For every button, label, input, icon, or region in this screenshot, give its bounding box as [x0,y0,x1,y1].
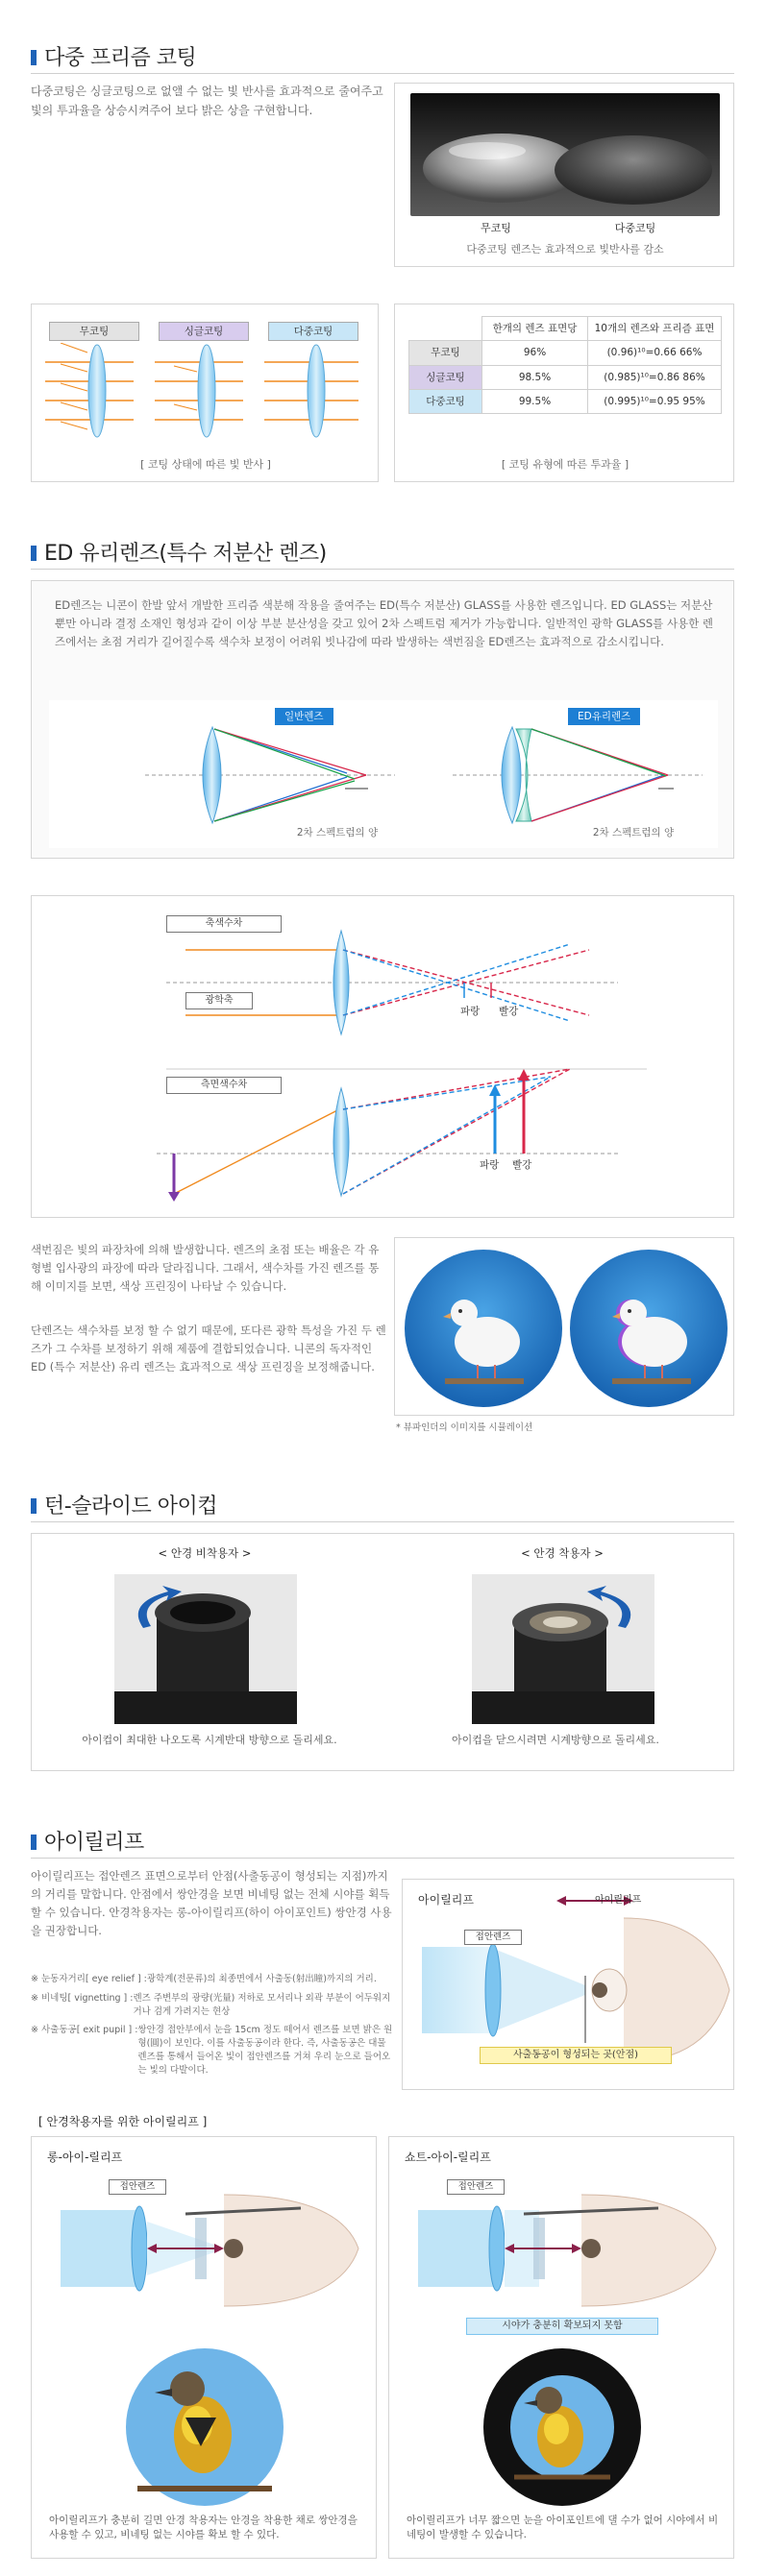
row-single-value: 96% [482,341,588,365]
eyecup-extended-photo [114,1574,297,1724]
short-eye-relief-box [388,2136,734,2559]
section-marker [31,1498,37,1514]
note-key: ※ 비네팅[ vignetting ] : [31,1992,134,2004]
eye-relief-description: 아이릴리프는 접안렌즈 표면으로부터 안점(사출동공이 형성되는 지점)까지의 거리를 말합니다. 안점에서 쌍안경을 보면 비네팅 없는 전체 시야를 획득할 수 있습니다. 안경착용자는 롱-아이릴리프(하이 아이포인트) 쌍안경 사용을 권장합니다. [31,1869,392,1937]
lens-label-uncoated: 무코팅 [481,222,511,234]
table-header-multi: 10개의 렌즈와 프리즘 표면 [588,317,722,341]
row-single-value: 98.5% [482,365,588,389]
note-key: ※ 사출동공[ exit pupil ] : [31,2025,138,2036]
ed-glass-box [31,580,734,859]
dove-fringed-image [570,1250,728,1407]
exit-pupil-label: 사출동공이 형성되는 곳(안점) [480,2047,672,2064]
eye-relief-subtitle: [ 안경착용자를 위한 아이릴리프 ] [38,2115,208,2128]
table-row [409,389,722,413]
section-divider [31,1521,734,1522]
non-glasses-label: < 안경 비착용자 > [158,1546,252,1560]
chromatic-aberration-box [31,895,734,1218]
transmittance-caption: [ 코팅 유형에 따른 투과율 ] [501,458,629,471]
section-divider [31,73,734,74]
section-marker [31,50,37,65]
dove-simulation-box [394,1237,734,1416]
simulation-note: * 뷰파인더의 이미지를 시뮬레이션 [396,1422,533,1433]
multi-coated-rays [264,345,358,437]
long-eye-relief-box [31,2136,377,2559]
non-glasses-caption: 아이컵이 최대한 나오도록 시계반대 방향으로 돌리세요. [82,1734,337,1746]
transmittance-table-wrap [408,316,722,414]
eyecup-retracted-photo [472,1574,654,1724]
lens-comparison-box [394,83,734,267]
spectrum-label-normal: 2차 스펙트럼의 양 [296,827,379,838]
row-name: 무코팅 [409,341,482,365]
note-value: 광학계(전문류)의 최종면에서 사출동(射出瞳)까지의 거리. [146,1974,377,1984]
single-coated-rays [155,345,243,437]
not-secured-label: 시야가 충분히 확보되지 못함 [466,2318,658,2335]
long-eye-relief-diagram [32,2137,378,2560]
section-divider [31,1858,734,1859]
section-title-ed-glass: ED 유리렌즈(특수 저분산 렌즈) [44,542,327,566]
tag-uncoated: 무코팅 [49,322,139,341]
section-marker [31,546,37,561]
multicoating-description: 다중코팅은 싱글코팅으로 없앨 수 없는 빛 반사를 효과적으로 줄여주고 빛의 투과율을 상승시켜주어 보다 밝은 상을 구현합니다. [31,85,383,117]
row-name: 싱글코팅 [409,365,482,389]
axial-aberration-label: 축색수차 [166,915,282,933]
row-multi-value: (0.96)¹⁰=0.66 66% [588,341,722,365]
eye-relief-arrow-label: 아이릴리프 [595,1895,642,1906]
eye-relief-diagram-box [402,1879,734,2090]
note-value: 쌍안경 접안부에서 눈을 15cm 정도 떼어서 렌즈를 보면 밝은 원형(圓)이 보인다. 이를 사출동공이라 한다. 즉, 사출동공은 대물 렌즈를 통해서 들어온 빛이 접안렌즈를 거쳐 우리 눈으로 들어오는 빛의 다발이다. [137,2025,393,2076]
long-eye-relief-title: 롱-아이-릴리프 [47,2151,123,2164]
lens-caption: 다중코팅 렌즈는 효과적으로 빛반사를 감소 [466,243,664,255]
glasses-caption: 아이컵을 닫으시려면 시계방향으로 돌리세요. [452,1734,659,1746]
color-fringe-text: 색번짐은 빛의 파장차에 의해 발생합니다. 렌즈의 초점 또는 배율은 각 유형별 입사광의 파장에 따라 달라집니다. 그래서, 색수차를 가진 렌즈를 통해 이미지를 보면, 색상 프린징이 나타날 수 있습니다. [31,1243,380,1293]
long-eyepiece-label: 접안렌즈 [109,2179,166,2195]
lens-photo-svg [410,93,720,216]
color-fringe-text-2: 단렌즈는 색수차를 보정 할 수 없기 때문에, 또다른 광학 특성을 가진 두 렌즈가 그 수차를 보정하기 위해 제품에 결합되었습니다. 니콘의 독자적인 ED (특수 저분산) 유리 렌즈는 효과적으로 색상 프린징을 보정해줍니다. [31,1324,386,1373]
chromatic-aberration-diagram [32,896,735,1219]
multicoated-lens-icon [555,135,712,205]
dove-normal-image [405,1250,562,1407]
section-title-eyecup: 턴-슬라이드 아이컵 [44,1495,217,1519]
coating-diagram [41,343,370,449]
eye-relief-notes [31,1973,396,2077]
lens-label-multicoated: 다중코팅 [614,222,656,234]
glasses-label: < 안경 착용자 > [521,1546,604,1560]
dove-simulation-images [395,1238,735,1417]
tag-multi-coated: 다중코팅 [268,322,358,341]
normal-lens-tag: 일반렌즈 [275,708,333,725]
row-name: 다중코팅 [409,389,482,413]
table-row [409,365,722,389]
lateral-red-label: 빨강 [512,1159,532,1171]
eyepiece-label: 접안렌즈 [464,1930,522,1945]
note-eye-relief [31,1973,396,1986]
short-eye-relief-title: 쇼트-아이-릴리프 [405,2151,491,2164]
long-eye-relief-caption: 아이릴리프가 충분히 길면 안경 착용자는 안경을 착용한 채로 쌍안경을 사용할 수 있고, 비네팅 없는 시야를 확보 할 수 있다. [49,2515,358,2541]
section-divider [31,569,734,570]
note-exit-pupil [31,2024,396,2077]
uncoated-rays [45,343,134,437]
table-row [409,341,722,365]
lateral-aberration-label: 측면색수차 [166,1077,282,1094]
tag-single-coated: 싱글코팅 [159,322,249,341]
ed-lens-diagram [49,719,718,825]
short-eye-relief-caption: 아이릴리프가 너무 짧으면 눈을 아이포인트에 댈 수가 없어 시야에서 비네팅이 발생할 수 있습니다. [407,2515,719,2541]
axial-red-label: 빨강 [499,1006,519,1017]
lens-photo [410,93,720,216]
transmittance-table [408,316,722,414]
short-eye-relief-diagram [389,2137,735,2560]
coating-reflection-caption: [ 코팅 상태에 따른 빛 반사 ] [140,458,271,471]
note-vignetting [31,1992,396,2019]
lateral-blue-label: 파랑 [480,1159,500,1171]
section-title-multicoating: 다중 프리즘 코팅 [44,46,197,70]
transmittance-box [394,304,734,482]
optical-axis-label: 광학축 [185,992,253,1009]
spectrum-label-ed: 2차 스펙트럼의 양 [592,827,675,838]
ed-lens-diagram-panel [49,700,718,848]
eyecup-box [31,1533,734,1771]
row-multi-value: (0.995)¹⁰=0.95 95% [588,389,722,413]
axial-blue-label: 파랑 [460,1006,481,1017]
table-header-empty [409,317,482,341]
ed-lens-tag: ED유리렌즈 [568,708,640,725]
coating-reflection-box [31,304,379,482]
eye-relief-diagram-title: 아이릴리프 [418,1893,474,1907]
note-key: ※ 눈동자거리[ eye relief ] : [31,1974,147,1984]
section-title-eye-relief: 아이릴리프 [44,1831,144,1855]
short-eyepiece-label: 접안렌즈 [447,2179,505,2195]
table-header-single: 한개의 렌즈 표면당 [482,317,588,341]
axial-aberration [166,931,618,1034]
note-value: 렌즈 주변부의 광량(光量) 저하로 모서리나 외곽 부분이 어두워지거나 검게 가려지는 현상 [133,1992,391,2017]
row-single-value: 99.5% [482,389,588,413]
row-multi-value: (0.985)¹⁰=0.86 86% [588,365,722,389]
section-marker [31,1835,37,1850]
ed-glass-description: ED렌즈는 니콘이 한발 앞서 개발한 프리즘 색분해 작용을 줄여주는 ED(특수 저분산) GLASS를 사용한 렌즈입니다. ED GLASS는 저분산 뿐만 아니라 결정 소재인 형성과 같이 이상 부분 분산성을 갖고 있어 2차 스펙트럼 제거가 가능합니다. 일반적인 광학 GLASS를 사용한 렌즈에서는 초점 거리가 길어질수록 색수차 보정이 어려워 빗나감에 따라 발생하는 색번짐을 ED렌즈는 효과적으로 감소시킵니다. [55,598,714,648]
